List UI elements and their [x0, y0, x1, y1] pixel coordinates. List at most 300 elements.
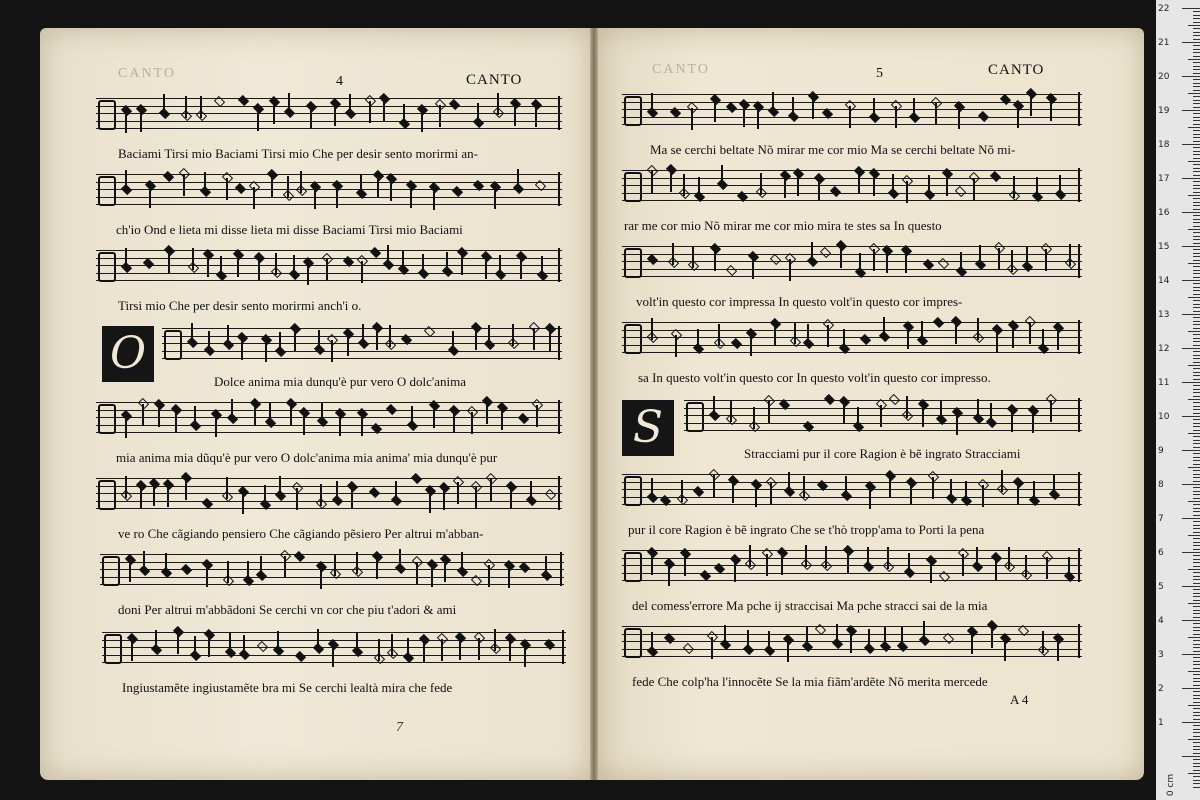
note-stem	[713, 475, 715, 497]
ruler-tick	[1193, 11, 1200, 12]
note-stem	[913, 98, 915, 120]
note-stem	[794, 322, 796, 344]
note-stem	[125, 416, 127, 438]
lyric-line: ve ro Che cãgiando pensiero Che cãgiando pẽsiero Per altrui m'abban-	[118, 526, 484, 541]
note-stem	[541, 256, 543, 278]
ruler-tick	[1188, 229, 1200, 230]
note-stem	[1057, 639, 1059, 661]
note-stem	[517, 169, 519, 191]
ruler-tick	[1193, 396, 1200, 397]
ruler-tick	[1193, 776, 1200, 777]
ruler-tick	[1193, 470, 1200, 471]
note-stem	[684, 554, 686, 576]
ruler-tick	[1182, 280, 1200, 281]
note-stem	[153, 484, 155, 506]
note-stem	[339, 414, 341, 436]
ruler-tick	[1193, 783, 1200, 784]
lyric-line: sa In questo volt'in questo cor In questo volt'in questo cor impresso.	[638, 370, 991, 385]
ruler-tick	[1193, 610, 1200, 611]
clef-symbol	[624, 476, 642, 506]
staff-line	[622, 573, 1082, 574]
ruler-tick	[1193, 277, 1200, 278]
page-number-left: 4	[336, 74, 343, 89]
clef-symbol	[98, 404, 116, 434]
music-note	[143, 258, 154, 269]
note-stem	[461, 552, 463, 574]
note-stem	[675, 335, 677, 357]
ruler-tick	[1193, 39, 1200, 40]
note-stem	[905, 251, 907, 273]
ruler-tick	[1193, 566, 1200, 567]
note-stem	[651, 553, 653, 575]
note-stem	[395, 481, 397, 503]
ruler-tick	[1193, 253, 1200, 254]
ruler-tick	[1193, 474, 1200, 475]
ruler-tick	[1193, 712, 1200, 713]
ruler-tick	[1193, 362, 1200, 363]
note-stem	[508, 566, 510, 588]
staff-line	[162, 351, 562, 352]
ruler-tick	[1193, 147, 1200, 148]
note-stem	[545, 556, 547, 578]
note-stem	[805, 545, 807, 567]
note-stem	[781, 553, 783, 575]
ruler-number: 8	[1158, 480, 1164, 490]
ruler-tick	[1193, 120, 1200, 121]
music-staff	[102, 630, 566, 664]
note-stem	[264, 485, 266, 507]
note-stem	[459, 638, 461, 660]
ruler-tick	[1193, 460, 1200, 461]
ruler-tick	[1193, 780, 1200, 781]
ruler-tick	[1193, 96, 1200, 97]
ruler-tick	[1193, 249, 1200, 250]
note-stem	[774, 324, 776, 346]
note-stem	[713, 396, 715, 418]
book-gutter	[590, 28, 598, 780]
note-stem	[361, 261, 363, 283]
ruler-tick	[1193, 562, 1200, 563]
ruler-tick	[1193, 443, 1200, 444]
ruler-tick	[1182, 484, 1200, 485]
ruler-number: 1	[1158, 718, 1164, 728]
note-stem	[772, 92, 774, 114]
note-stem	[194, 636, 196, 658]
staff-line	[684, 430, 1082, 431]
note-stem	[243, 635, 245, 657]
ruler-tick	[1193, 579, 1200, 580]
note-stem	[356, 552, 358, 574]
clef-symbol	[624, 552, 642, 582]
ruler-tick	[1193, 447, 1200, 448]
note-stem	[185, 96, 187, 118]
ruler-number: 3	[1158, 650, 1164, 660]
staff-line	[102, 655, 566, 656]
ruler-tick	[1193, 440, 1200, 441]
ruler-tick	[1193, 691, 1200, 692]
ruler-tick	[1182, 144, 1200, 145]
ruler-tick	[1193, 154, 1200, 155]
note-stem	[1045, 249, 1047, 271]
clef-symbol	[624, 172, 642, 202]
note-stem	[433, 406, 435, 428]
note-stem	[973, 178, 975, 200]
ruler-tick	[1193, 379, 1200, 380]
ruler-tick	[1193, 22, 1200, 23]
note-stem	[1033, 481, 1035, 503]
ruler-tick	[1193, 56, 1200, 57]
music-staff	[622, 472, 1082, 506]
note-stem	[908, 553, 910, 575]
note-stem	[840, 246, 842, 268]
ruler-tick	[1193, 521, 1200, 522]
note-stem	[314, 187, 316, 209]
staff-line	[622, 94, 1082, 95]
music-note	[683, 643, 694, 654]
ruler-tick	[1193, 100, 1200, 101]
ruler-tick	[1188, 297, 1200, 298]
ruler-tick	[1193, 623, 1200, 624]
note-stem	[204, 172, 206, 194]
music-note	[449, 99, 460, 110]
staff-line	[100, 554, 564, 555]
note-stem	[850, 631, 852, 653]
note-stem	[237, 255, 239, 277]
ruler-tick	[1193, 392, 1200, 393]
note-stem	[883, 317, 885, 339]
note-stem	[714, 249, 716, 271]
note-stem	[971, 632, 973, 654]
ruler-tick	[1193, 287, 1200, 288]
ruler-tick	[1182, 620, 1200, 621]
staff-line	[622, 641, 1082, 642]
ruler-tick	[1193, 328, 1200, 329]
note-stem	[490, 479, 492, 501]
note-stem	[290, 404, 292, 426]
note-stem	[750, 334, 752, 356]
ruler-tick	[1193, 685, 1200, 686]
note-stem	[376, 557, 378, 579]
ruler-unit-label: 0 cm	[1166, 773, 1177, 797]
note-stem	[683, 174, 685, 196]
ruler-tick	[1193, 307, 1200, 308]
ruler-tick	[1193, 86, 1200, 87]
note-stem	[265, 340, 267, 362]
note-stem	[477, 103, 479, 125]
ruler-tick	[1193, 171, 1200, 172]
staff-line	[96, 265, 562, 266]
note-stem	[279, 476, 281, 498]
note-stem	[1042, 329, 1044, 351]
note-stem	[1042, 631, 1044, 653]
ruler-tick	[1193, 491, 1200, 492]
lyric-line: fede Che colp'ha l'innocẽte Se la mia fiãm'ardẽte Nõ merita mercede	[632, 674, 988, 689]
ruler-tick	[1193, 600, 1200, 601]
staff-line	[622, 580, 1082, 581]
note-stem	[940, 400, 942, 422]
ruler-tick	[1182, 382, 1200, 383]
note-stem	[501, 408, 503, 430]
note-stem	[441, 639, 443, 661]
ghost-header-left: CANTO	[118, 66, 176, 81]
staff-line	[622, 246, 1082, 247]
ruler-tick	[1193, 321, 1200, 322]
staff-line	[622, 352, 1082, 353]
ruler-tick	[1193, 613, 1200, 614]
note-stem	[977, 399, 979, 421]
note-stem	[962, 554, 964, 576]
note-stem	[857, 407, 859, 429]
ruler-tick	[1193, 498, 1200, 499]
ruler-tick	[1193, 260, 1200, 261]
note-stem	[310, 107, 312, 129]
note-stem	[730, 400, 732, 422]
ruler-tick	[1193, 283, 1200, 284]
clef-symbol	[624, 628, 642, 658]
note-stem	[260, 556, 262, 578]
note-stem	[768, 631, 770, 653]
note-stem	[226, 477, 228, 499]
music-note	[519, 562, 530, 573]
note-stem	[906, 181, 908, 203]
note-stem	[273, 102, 275, 124]
ruler-tick	[1193, 702, 1200, 703]
note-stem	[191, 323, 193, 345]
note-stem	[351, 487, 353, 509]
note-stem	[692, 246, 694, 268]
music-note	[452, 186, 463, 197]
staff-line	[622, 276, 1082, 277]
note-stem	[140, 110, 142, 132]
ruler-tick	[1193, 589, 1200, 590]
note-stem	[207, 255, 209, 277]
note-stem	[183, 174, 185, 196]
note-stem	[192, 248, 194, 270]
ruler-tick	[1193, 226, 1200, 227]
end-barline	[1078, 168, 1080, 202]
note-stem	[293, 255, 295, 277]
note-stem	[549, 329, 551, 351]
ruler-tick	[1193, 35, 1200, 36]
ruler-tick	[1193, 477, 1200, 478]
ruler-tick	[1188, 535, 1200, 536]
note-stem	[475, 328, 477, 350]
note-stem	[334, 554, 336, 576]
note-stem	[168, 251, 170, 273]
note-stem	[360, 174, 362, 196]
ruler-tick	[1193, 62, 1200, 63]
note-stem	[651, 93, 653, 115]
ruler-tick	[1193, 273, 1200, 274]
ruler-number: 19	[1158, 106, 1170, 116]
music-staff	[622, 168, 1082, 202]
note-stem	[377, 176, 379, 198]
ruler-tick	[1193, 545, 1200, 546]
ruler-tick	[1193, 49, 1200, 50]
decorated-initial: O	[102, 326, 154, 382]
clef-symbol	[624, 324, 642, 354]
ruler-tick	[1193, 402, 1200, 403]
note-stem	[530, 481, 532, 503]
staff-line	[102, 662, 566, 663]
note-stem	[444, 560, 446, 582]
staff-line	[622, 170, 1082, 171]
ruler-tick	[1193, 504, 1200, 505]
note-stem	[932, 477, 934, 499]
note-stem	[982, 485, 984, 507]
note-stem	[714, 100, 716, 122]
note-stem	[858, 172, 860, 194]
measuring-ruler	[1156, 0, 1200, 800]
note-stem	[849, 106, 851, 128]
note-stem	[1046, 557, 1048, 579]
note-stem	[651, 478, 653, 500]
clef-symbol	[624, 96, 642, 126]
ruler-tick	[1193, 695, 1200, 696]
note-stem	[906, 396, 908, 418]
note-stem	[509, 639, 511, 661]
music-note	[295, 651, 306, 662]
ruler-tick	[1188, 93, 1200, 94]
music-note	[978, 111, 989, 122]
ruler-tick	[1193, 300, 1200, 301]
note-stem	[691, 108, 693, 130]
music-note	[726, 102, 737, 113]
note-stem	[336, 186, 338, 208]
music-staff	[96, 96, 562, 130]
ruler-tick	[1193, 351, 1200, 352]
ruler-tick	[1193, 576, 1200, 577]
music-note	[235, 183, 246, 194]
end-barline	[558, 96, 560, 130]
ruler-tick	[1193, 219, 1200, 220]
ruler-tick	[1193, 215, 1200, 216]
staff-line	[622, 474, 1082, 475]
note-stem	[873, 249, 875, 271]
note-stem	[533, 328, 535, 350]
ruler-tick	[1188, 25, 1200, 26]
ruler-number: 5	[1158, 582, 1164, 592]
note-stem	[403, 104, 405, 126]
end-barline	[1078, 548, 1080, 582]
ruler-tick	[1193, 256, 1200, 257]
staff-line	[96, 121, 562, 122]
note-stem	[873, 174, 875, 196]
note-stem	[431, 565, 433, 587]
ruler-tick	[1188, 433, 1200, 434]
note-stem	[922, 405, 924, 427]
ruler-tick	[1193, 236, 1200, 237]
page-number-right: 5	[876, 66, 883, 81]
note-stem	[271, 175, 273, 197]
ruler-tick	[1193, 79, 1200, 80]
note-stem	[140, 486, 142, 508]
note-stem	[416, 562, 418, 584]
note-stem	[514, 104, 516, 126]
staff-line	[622, 200, 1082, 201]
note-stem	[1059, 175, 1061, 197]
note-stem	[946, 174, 948, 196]
ruler-tick	[1193, 753, 1200, 754]
note-stem	[142, 404, 144, 426]
ruler-number: 16	[1158, 208, 1170, 218]
note-stem	[331, 340, 333, 362]
end-barline	[558, 476, 560, 510]
music-note	[955, 186, 966, 197]
note-stem	[318, 330, 320, 352]
note-stem	[847, 551, 849, 573]
note-stem	[977, 318, 979, 340]
note-stem	[788, 472, 790, 494]
ruler-tick	[1193, 640, 1200, 641]
note-stem	[369, 101, 371, 123]
note-stem	[921, 321, 923, 343]
note-stem	[1050, 99, 1052, 121]
end-barline	[1078, 624, 1080, 658]
ruler-tick	[1193, 426, 1200, 427]
ruler-tick	[1193, 389, 1200, 390]
note-stem	[930, 561, 932, 583]
note-stem	[376, 328, 378, 350]
note-stem	[825, 546, 827, 568]
end-barline	[558, 248, 560, 282]
note-stem	[258, 258, 260, 280]
note-stem	[807, 324, 809, 346]
note-stem	[1032, 411, 1034, 433]
lyric-line: pur il core Ragion è bẽ ingrato Che se t'hò tropp'ama to Porti la pena	[628, 522, 985, 537]
ruler-tick	[1182, 42, 1200, 43]
note-stem	[928, 175, 930, 197]
note-stem	[284, 556, 286, 578]
end-barline	[1078, 244, 1080, 278]
note-stem	[766, 554, 768, 576]
ruler-number: 15	[1158, 242, 1170, 252]
ruler-tick	[1193, 137, 1200, 138]
note-stem	[269, 403, 271, 425]
note-stem	[326, 259, 328, 281]
note-stem	[868, 629, 870, 651]
music-note	[386, 404, 397, 415]
ruler-tick	[1193, 368, 1200, 369]
note-stem	[125, 248, 127, 270]
note-stem	[892, 174, 894, 196]
note-stem	[158, 405, 160, 427]
note-stem	[747, 630, 749, 652]
note-stem	[651, 632, 653, 654]
note-stem	[768, 401, 770, 423]
ruler-tick	[1193, 525, 1200, 526]
ruler-tick	[1188, 467, 1200, 468]
ruler-tick	[1193, 423, 1200, 424]
ruler-number: 4	[1158, 616, 1164, 626]
note-stem	[512, 324, 514, 346]
music-note	[369, 487, 380, 498]
ruler-tick	[1193, 222, 1200, 223]
staff-line	[622, 497, 1082, 498]
note-stem	[797, 174, 799, 196]
ruler-tick	[1193, 749, 1200, 750]
note-stem	[1053, 475, 1055, 497]
ruler-tick	[1193, 45, 1200, 46]
note-stem	[391, 634, 393, 656]
note-stem	[429, 491, 431, 513]
note-stem	[760, 173, 762, 195]
ruler-tick	[1193, 419, 1200, 420]
staff-line	[96, 425, 562, 426]
ruler-tick	[1182, 314, 1200, 315]
music-note	[726, 265, 737, 276]
staff-line	[622, 558, 1082, 559]
